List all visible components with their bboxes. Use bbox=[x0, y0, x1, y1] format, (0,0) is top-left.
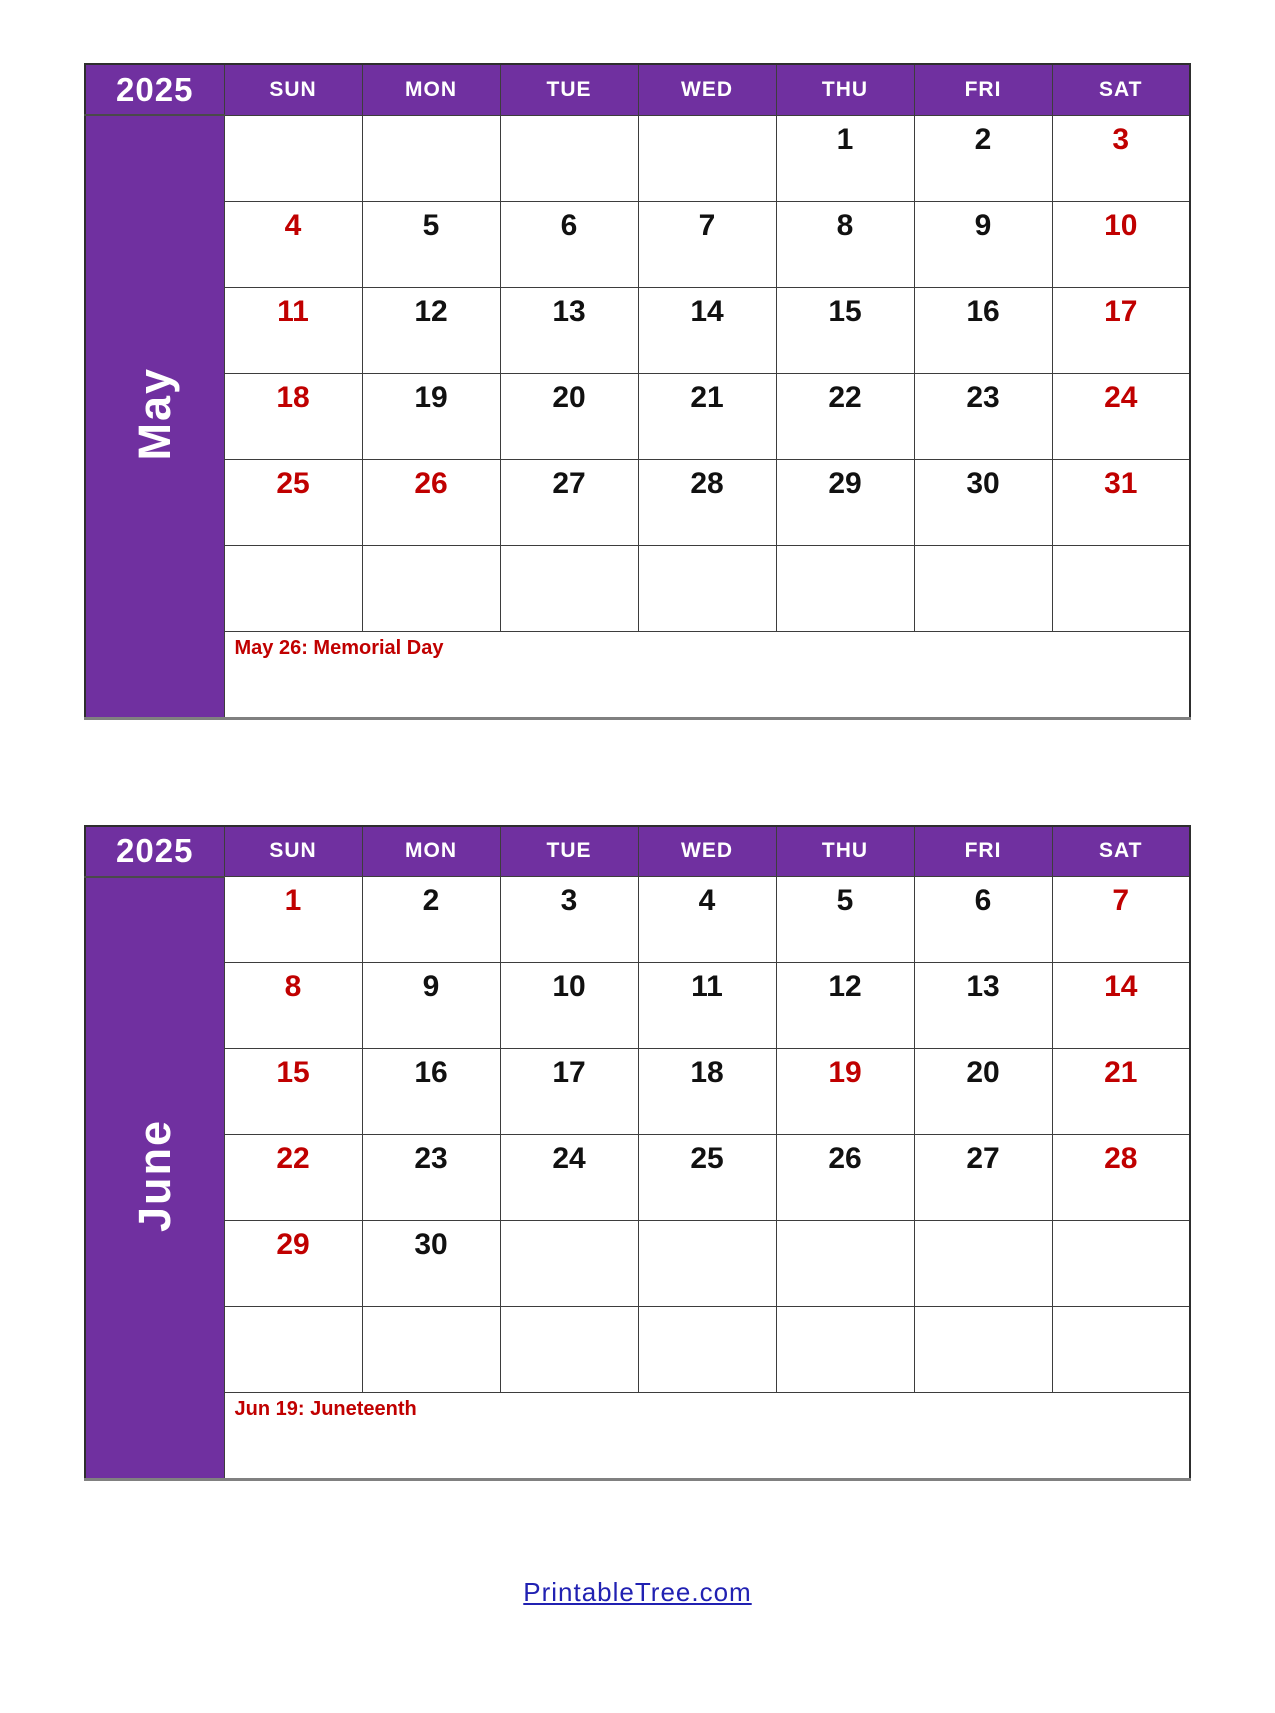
week-row bbox=[85, 201, 1190, 287]
empty-date-cell bbox=[914, 1307, 1052, 1393]
empty-date-cell bbox=[776, 1307, 914, 1393]
month-label: May bbox=[128, 366, 180, 461]
date-cell: 9 bbox=[362, 963, 500, 1049]
empty-date-cell bbox=[362, 1307, 500, 1393]
holiday-note: Jun 19: Juneteenth bbox=[224, 1393, 1190, 1480]
weekday-fri: FRI bbox=[914, 826, 1052, 877]
date-cell: 4 bbox=[224, 201, 362, 287]
date-cell: 11 bbox=[638, 963, 776, 1049]
date-cell: 6 bbox=[500, 201, 638, 287]
empty-date-cell bbox=[776, 1221, 914, 1307]
empty-date-cell bbox=[500, 1307, 638, 1393]
weekday-tue: TUE bbox=[500, 826, 638, 877]
date-cell: 5 bbox=[776, 877, 914, 963]
date-cell: 21 bbox=[1052, 1049, 1190, 1135]
date-cell: 3 bbox=[500, 877, 638, 963]
week-row bbox=[85, 1221, 1190, 1307]
week-row bbox=[85, 115, 1190, 201]
empty-date-cell bbox=[914, 545, 1052, 631]
date-cell: 19 bbox=[362, 373, 500, 459]
weekday-sat: SAT bbox=[1052, 64, 1190, 115]
date-cell: 9 bbox=[914, 201, 1052, 287]
date-cell: 25 bbox=[638, 1135, 776, 1221]
date-cell: 10 bbox=[500, 963, 638, 1049]
empty-date-cell bbox=[224, 1307, 362, 1393]
date-cell: 28 bbox=[638, 459, 776, 545]
date-cell: 22 bbox=[776, 373, 914, 459]
date-cell: 30 bbox=[362, 1221, 500, 1307]
date-cell: 13 bbox=[914, 963, 1052, 1049]
date-cell: 6 bbox=[914, 877, 1052, 963]
week-row bbox=[85, 459, 1190, 545]
date-cell: 18 bbox=[224, 373, 362, 459]
week-row bbox=[85, 963, 1190, 1049]
holiday-note: May 26: Memorial Day bbox=[224, 631, 1190, 718]
date-cell: 29 bbox=[224, 1221, 362, 1307]
empty-date-cell bbox=[638, 1307, 776, 1393]
date-cell: 23 bbox=[362, 1135, 500, 1221]
date-cell: 8 bbox=[776, 201, 914, 287]
weekday-header-row bbox=[85, 826, 1190, 877]
date-cell: 31 bbox=[1052, 459, 1190, 545]
date-cell: 7 bbox=[638, 201, 776, 287]
date-cell: 26 bbox=[362, 459, 500, 545]
date-cell: 23 bbox=[914, 373, 1052, 459]
week-row bbox=[85, 1307, 1190, 1393]
date-cell: 5 bbox=[362, 201, 500, 287]
date-cell: 8 bbox=[224, 963, 362, 1049]
date-cell: 27 bbox=[500, 459, 638, 545]
month-sidebar bbox=[85, 877, 224, 1480]
empty-date-cell bbox=[224, 545, 362, 631]
date-cell: 24 bbox=[500, 1135, 638, 1221]
date-cell: 27 bbox=[914, 1135, 1052, 1221]
week-row bbox=[85, 373, 1190, 459]
date-cell: 1 bbox=[224, 877, 362, 963]
week-row bbox=[85, 877, 1190, 963]
date-cell: 24 bbox=[1052, 373, 1190, 459]
empty-date-cell bbox=[1052, 1307, 1190, 1393]
month-label: June bbox=[128, 1118, 180, 1232]
year-label: 2025 bbox=[85, 64, 224, 115]
empty-date-cell bbox=[1052, 545, 1190, 631]
date-cell: 25 bbox=[224, 459, 362, 545]
date-cell: 20 bbox=[914, 1049, 1052, 1135]
date-cell: 28 bbox=[1052, 1135, 1190, 1221]
date-cell: 10 bbox=[1052, 201, 1190, 287]
weekday-tue: TUE bbox=[500, 64, 638, 115]
note-row bbox=[85, 1393, 1190, 1480]
empty-date-cell bbox=[638, 1221, 776, 1307]
empty-date-cell bbox=[224, 115, 362, 201]
month-sidebar bbox=[85, 115, 224, 718]
weekday-mon: MON bbox=[362, 64, 500, 115]
weekday-sun: SUN bbox=[224, 826, 362, 877]
date-cell: 4 bbox=[638, 877, 776, 963]
date-cell: 29 bbox=[776, 459, 914, 545]
empty-date-cell bbox=[500, 545, 638, 631]
date-cell: 19 bbox=[776, 1049, 914, 1135]
weekday-fri: FRI bbox=[914, 64, 1052, 115]
weekday-header-row bbox=[85, 64, 1190, 115]
date-cell: 18 bbox=[638, 1049, 776, 1135]
weekday-sat: SAT bbox=[1052, 826, 1190, 877]
weekday-thu: THU bbox=[776, 826, 914, 877]
date-cell: 15 bbox=[224, 1049, 362, 1135]
date-cell: 14 bbox=[1052, 963, 1190, 1049]
empty-date-cell bbox=[362, 115, 500, 201]
empty-date-cell bbox=[914, 1221, 1052, 1307]
date-cell: 20 bbox=[500, 373, 638, 459]
date-cell: 14 bbox=[638, 287, 776, 373]
date-cell: 16 bbox=[914, 287, 1052, 373]
date-cell: 3 bbox=[1052, 115, 1190, 201]
date-cell: 22 bbox=[224, 1135, 362, 1221]
date-cell: 2 bbox=[914, 115, 1052, 201]
calendar-june-2025 bbox=[84, 825, 1191, 1482]
date-cell: 7 bbox=[1052, 877, 1190, 963]
weekday-thu: THU bbox=[776, 64, 914, 115]
date-cell: 17 bbox=[500, 1049, 638, 1135]
year-label: 2025 bbox=[85, 826, 224, 877]
week-row bbox=[85, 287, 1190, 373]
date-cell: 12 bbox=[776, 963, 914, 1049]
weekday-sun: SUN bbox=[224, 64, 362, 115]
date-cell: 1 bbox=[776, 115, 914, 201]
note-row bbox=[85, 631, 1190, 718]
week-row bbox=[85, 1049, 1190, 1135]
date-cell: 16 bbox=[362, 1049, 500, 1135]
footer-link[interactable]: PrintableTree.com bbox=[523, 1577, 752, 1607]
empty-date-cell bbox=[776, 545, 914, 631]
date-cell: 30 bbox=[914, 459, 1052, 545]
date-cell: 21 bbox=[638, 373, 776, 459]
empty-date-cell bbox=[638, 115, 776, 201]
date-cell: 17 bbox=[1052, 287, 1190, 373]
calendar-may-2025 bbox=[84, 63, 1191, 720]
date-cell: 26 bbox=[776, 1135, 914, 1221]
empty-date-cell bbox=[362, 545, 500, 631]
empty-date-cell bbox=[500, 115, 638, 201]
date-cell: 11 bbox=[224, 287, 362, 373]
page-footer bbox=[0, 1577, 1275, 1608]
date-cell: 2 bbox=[362, 877, 500, 963]
date-cell: 15 bbox=[776, 287, 914, 373]
week-row bbox=[85, 1135, 1190, 1221]
weekday-wed: WED bbox=[638, 64, 776, 115]
empty-date-cell bbox=[500, 1221, 638, 1307]
weekday-mon: MON bbox=[362, 826, 500, 877]
weekday-wed: WED bbox=[638, 826, 776, 877]
date-cell: 12 bbox=[362, 287, 500, 373]
week-row bbox=[85, 545, 1190, 631]
empty-date-cell bbox=[1052, 1221, 1190, 1307]
date-cell: 13 bbox=[500, 287, 638, 373]
empty-date-cell bbox=[638, 545, 776, 631]
